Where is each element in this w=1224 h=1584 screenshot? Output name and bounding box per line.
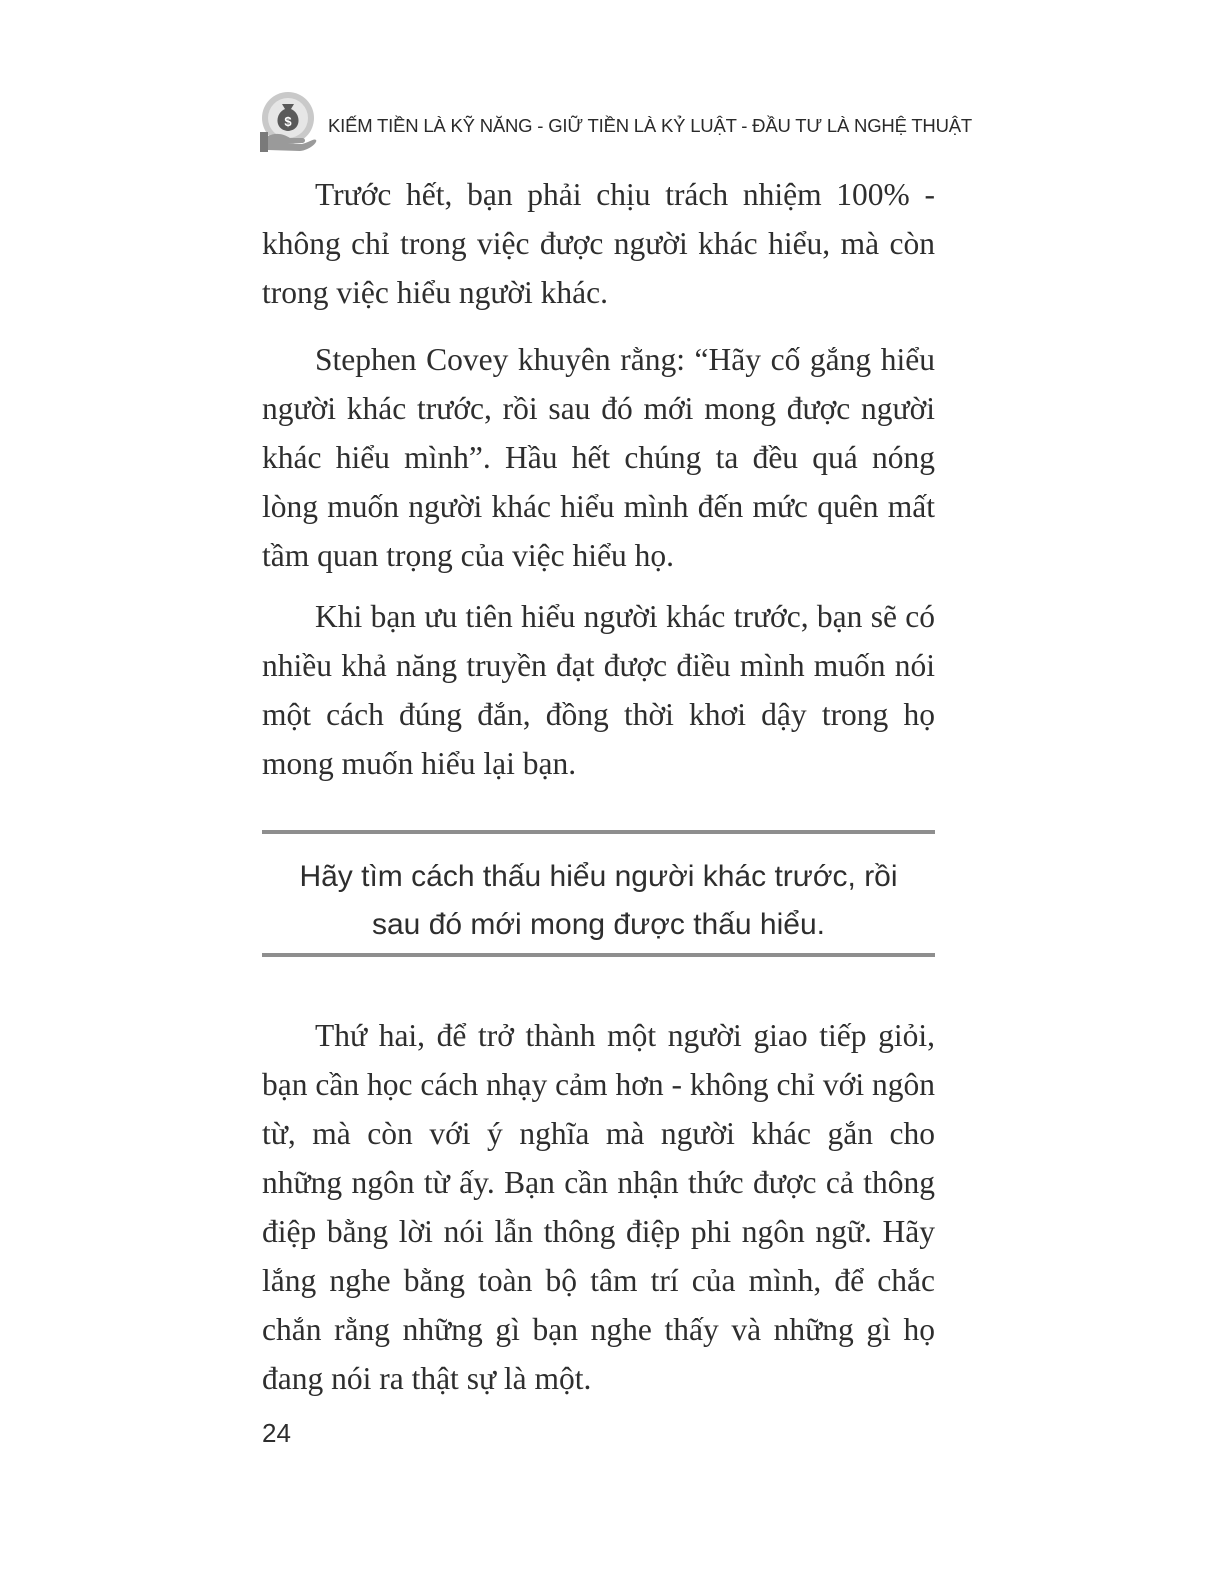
money-bag-in-hand-icon <box>258 92 318 154</box>
pull-quote-line-2: sau đó mới mong được thấu hiểu. <box>371 908 825 941</box>
header-title: KIẾM TIỀN LÀ KỸ NĂNG - GIỮ TIỀN LÀ KỶ LUẬT - ĐẦU TƯ LÀ NGHỆ THUẬT <box>328 115 972 136</box>
svg-text:$: $ <box>284 114 292 129</box>
paragraph-4: Thứ hai, để trở thành một người giao tiếp giỏi, bạn cần học cách nhạy cảm hơn - không chỉ với ngôn từ, mà còn với ý nghĩa mà người khác gắn cho những ngôn từ ấy. Bạn cần nhận thức được cả thông điệp bằng lời nói lẫn thông điệp phi ngôn ngữ. Hãy lắng nghe bằng toàn bộ tâm trí của mình, để chắc chắn rằng những gì bạn nghe thấy và những gì họ đang nói ra thật sự là một. <box>262 1018 935 1396</box>
paragraph-3: Khi bạn ưu tiên hiểu người khác trước, bạn sẽ có nhiều khả năng truyền đạt được điều mình muốn nói một cách đúng đắn, đồng thời khơi dậy trong họ mong muốn hiểu lại bạn. <box>262 599 935 781</box>
paragraph-2: Stephen Covey khuyên rằng: “Hãy cố gắng hiểu người khác trước, rồi sau đó mới mong được người khác hiểu mình”. Hầu hết chúng ta đều quá nóng lòng muốn người khác hiểu mình đến mức quên mất tầm quan trọng của việc hiểu họ. <box>262 342 935 573</box>
quote-bottom-rule <box>262 953 935 957</box>
pull-quote-line-1: Hãy tìm cách thấu hiểu người khác trước, rồi <box>299 860 898 893</box>
running-header <box>258 92 972 158</box>
quote-top-rule <box>262 830 935 834</box>
page-number: 24 <box>262 1418 291 1448</box>
paragraph-1: Trước hết, bạn phải chịu trách nhiệm 100% - không chỉ trong việc được người khác hiểu, mà còn trong việc hiểu người khác. <box>262 177 935 310</box>
pull-quote <box>262 853 935 949</box>
